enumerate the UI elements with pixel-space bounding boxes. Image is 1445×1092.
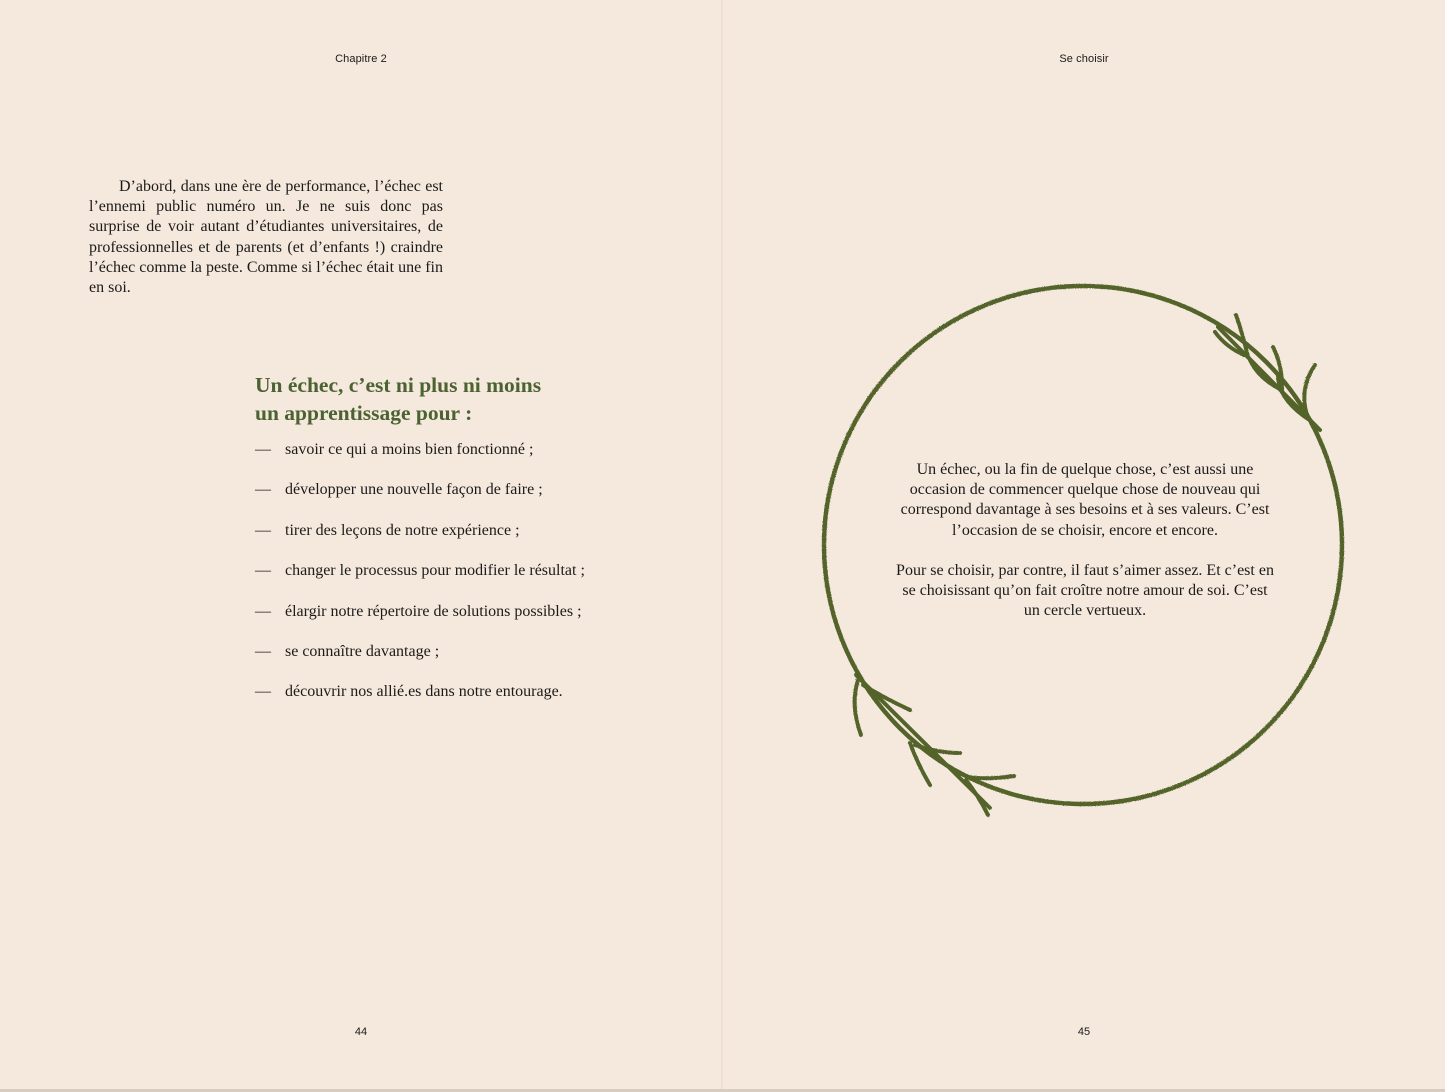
- dash-bullet: —: [255, 642, 271, 660]
- list-item-text: découvrir nos allié.es dans notre entourage.: [285, 683, 563, 701]
- left-page: [0, 0, 722, 1092]
- list-item: [255, 440, 585, 480]
- callout-heading-line-2: un apprentissage pour :: [255, 400, 473, 425]
- list-item-text: savoir ce qui a moins bien fonctionné ;: [285, 441, 534, 458]
- callout-heading-line-1: Un échec, c’est ni plus ni moins: [255, 373, 542, 397]
- list-item: [255, 521, 585, 561]
- intro-paragraph: D’abord, dans une ère de performance, l’échec est l’ennemi public numéro un. Je ne suis donc pas surprise de voir autant d’étudiantes universitaires, de professionnelles et de parents (et d’enfants !) craindre l’échec comme la peste. Comme si l’échec était une fin en soi.: [89, 178, 443, 297]
- circle-paragraph-2: Pour se choisir, par contre, il faut s’aimer assez. Et c’est en se choisissant qu’on fait croître notre amour de soi. C’est un cercle vertueux.: [896, 561, 1274, 620]
- list-item: [255, 561, 585, 601]
- circle-quote: [895, 460, 1275, 621]
- circle-paragraph-1: Un échec, ou la fin de quelque chose, c’est aussi une occasion de commencer quelque chose de nouveau qui correspond davantage à ses besoins et à ses valeurs. C’est l’occasion de se choisir, encore et encore.: [900, 461, 1270, 539]
- list-item-text: changer le processus pour modifier le résultat ;: [285, 562, 585, 580]
- lower-left-branch: [855, 675, 1014, 815]
- callout-heading: [255, 372, 635, 427]
- list-item-text: tirer des leçons de notre expérience ;: [285, 521, 520, 539]
- dash-bullet: —: [255, 683, 271, 701]
- page-number-right: 45: [1077, 1026, 1091, 1038]
- list-item: [255, 602, 585, 642]
- list-item: [255, 480, 585, 520]
- dash-bullet: —: [255, 481, 271, 499]
- dash-bullet: —: [255, 562, 271, 580]
- list-item: [255, 682, 585, 722]
- dash-bullet: —: [255, 441, 271, 458]
- list-item-text: se connaître davantage ;: [285, 642, 440, 660]
- running-head-right: Se choisir: [1059, 53, 1109, 65]
- running-head-left: Chapitre 2: [335, 53, 387, 65]
- page-number-left: 44: [354, 1026, 368, 1038]
- learning-list: [255, 440, 585, 723]
- right-page: [723, 0, 1445, 1092]
- list-item-text: développer une nouvelle façon de faire ;: [285, 481, 543, 499]
- list-item-text: élargir notre répertoire de solutions possibles ;: [285, 602, 582, 620]
- list-item: [255, 642, 585, 682]
- dash-bullet: —: [255, 521, 271, 539]
- dash-bullet: —: [255, 602, 271, 620]
